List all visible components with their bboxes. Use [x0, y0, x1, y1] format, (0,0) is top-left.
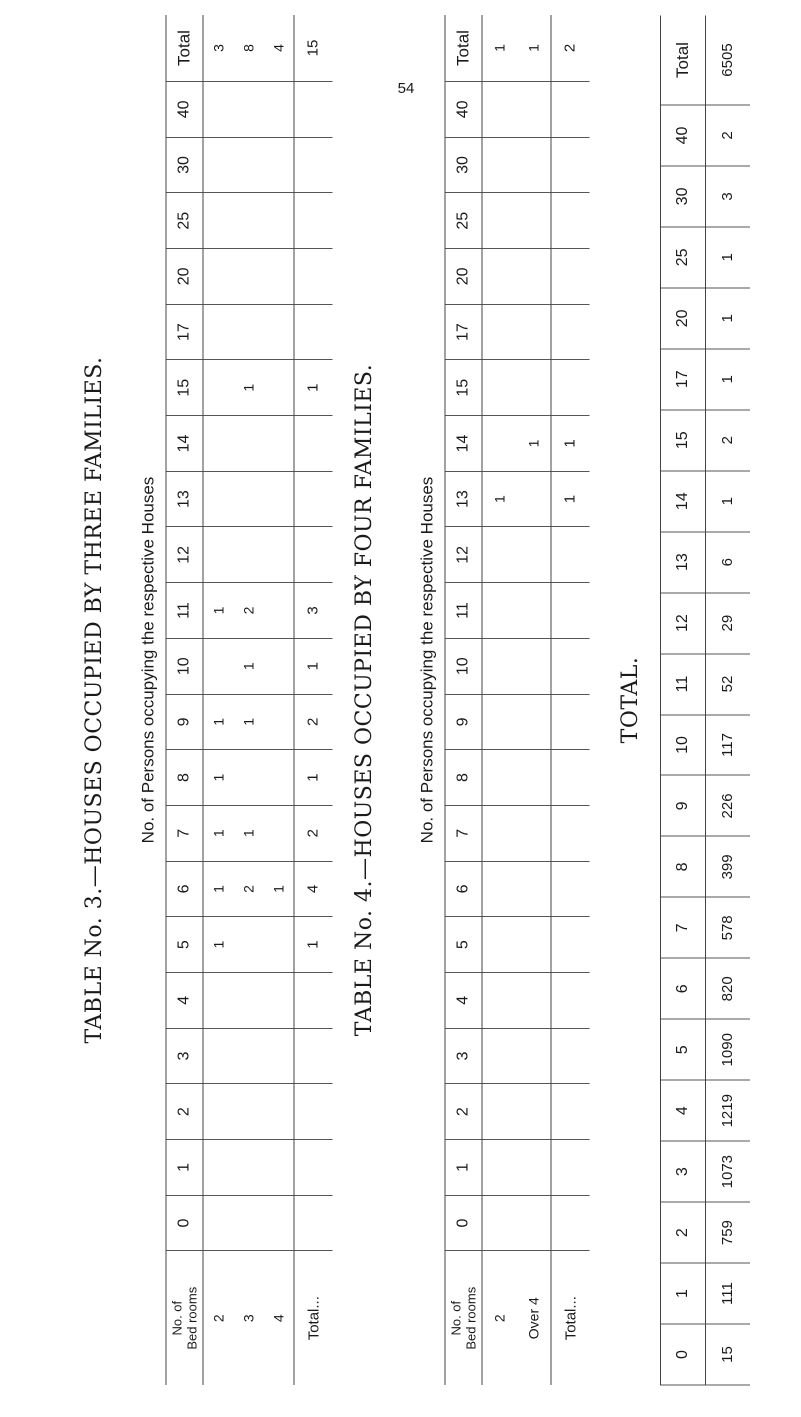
- column-header: 15: [446, 360, 482, 416]
- grand-total: 15: [295, 15, 333, 82]
- row-total: 3: [204, 15, 234, 82]
- table-row: [517, 15, 551, 1385]
- totals-column-header: 15: [661, 410, 705, 471]
- table-cell: [234, 750, 264, 806]
- table-cell: [264, 1140, 294, 1196]
- totals-column-header: 14: [661, 471, 705, 532]
- totals-value: 2: [706, 410, 750, 471]
- table-cell: [483, 695, 517, 751]
- total-cell: [552, 1196, 590, 1252]
- totals-column-header: 40: [661, 105, 705, 166]
- table-cell: [264, 750, 294, 806]
- table-cell: 1: [204, 695, 234, 751]
- column-header: 4: [446, 973, 482, 1029]
- totals-column-header: 1: [661, 1264, 705, 1325]
- table-cell: 1: [204, 806, 234, 862]
- column-header: 5: [446, 917, 482, 973]
- table-cell: [483, 1196, 517, 1252]
- bedrooms-value: Over 4: [525, 1297, 542, 1340]
- persons-group-header: No. of Persons occupying the respective Houses: [417, 476, 437, 844]
- table-cell: [264, 305, 294, 361]
- table-cell: [204, 416, 234, 472]
- table4: [411, 15, 590, 1385]
- table-cell: [517, 806, 551, 862]
- total-cell: [295, 1196, 333, 1252]
- bedrooms-value: 4: [270, 1314, 287, 1323]
- total-row: [294, 15, 333, 1385]
- table-cell: 1: [234, 695, 264, 751]
- column-header: 7: [167, 806, 203, 862]
- total-row-label: Total...: [305, 1296, 322, 1341]
- table-cell: 2: [234, 862, 264, 918]
- total-cell: [552, 917, 590, 973]
- table-cell: [517, 472, 551, 528]
- total-row: [551, 15, 590, 1385]
- total-cell: [552, 82, 590, 138]
- table-cell: [517, 639, 551, 695]
- column-header: 5: [167, 917, 203, 973]
- table-cell: [517, 1029, 551, 1085]
- totals-value: 2: [706, 105, 750, 166]
- column-header: 0: [446, 1196, 482, 1252]
- total-cell: [552, 1029, 590, 1085]
- table-cell: [264, 472, 294, 528]
- table-cell: 1: [234, 639, 264, 695]
- table-cell: [234, 138, 264, 194]
- table-cell: [517, 360, 551, 416]
- total-cell: [295, 82, 333, 138]
- table-cell: [264, 138, 294, 194]
- totals-value: 578: [706, 898, 750, 959]
- column-header: 11: [167, 583, 203, 639]
- total-cell: [295, 249, 333, 305]
- column-header-row: [446, 15, 483, 1385]
- totals-column-header: 5: [661, 1020, 705, 1081]
- table-row: [483, 15, 517, 1385]
- table-cell: [234, 416, 264, 472]
- table-cell: [234, 305, 264, 361]
- table-cell: [483, 1140, 517, 1196]
- table-cell: [517, 305, 551, 361]
- table-cell: [264, 360, 294, 416]
- totals-values-row: [706, 16, 750, 1386]
- total-row-label: Total...: [562, 1296, 579, 1341]
- column-header: 9: [167, 695, 203, 751]
- column-header: 4: [167, 973, 203, 1029]
- column-header: 15: [167, 360, 203, 416]
- column-header: 7: [446, 806, 482, 862]
- totals-column-header: 13: [661, 532, 705, 593]
- table-cell: [483, 360, 517, 416]
- table-cell: [483, 527, 517, 583]
- table-body: [204, 15, 294, 1385]
- totals-column-header: 17: [661, 349, 705, 410]
- totals-column-header: 10: [661, 715, 705, 776]
- table-cell: [234, 249, 264, 305]
- table-cell: [517, 82, 551, 138]
- table-cell: [264, 806, 294, 862]
- totals-value: 15: [706, 1325, 750, 1386]
- totals-table: [660, 15, 750, 1386]
- table4-title: TABLE No. 4.—HOUSES OCCUPIED BY FOUR FAMILIES.: [352, 363, 377, 1037]
- table-cell: [264, 82, 294, 138]
- totals-value: 1090: [706, 1020, 750, 1081]
- table-cell: [483, 138, 517, 194]
- column-header: 11: [446, 583, 482, 639]
- column-header: 2: [446, 1084, 482, 1140]
- table-cell: 1: [204, 750, 234, 806]
- total-cell: [552, 583, 590, 639]
- total-cell: [552, 750, 590, 806]
- totals-value: 820: [706, 959, 750, 1020]
- column-header: 40: [167, 82, 203, 138]
- table-cell: 1: [264, 862, 294, 918]
- total-cell: [552, 249, 590, 305]
- table-cell: [204, 472, 234, 528]
- table-cell: [517, 973, 551, 1029]
- table-cell: [483, 639, 517, 695]
- table-cell: [483, 750, 517, 806]
- column-header: 30: [446, 138, 482, 194]
- column-header-row: [167, 15, 204, 1385]
- column-header: 3: [167, 1029, 203, 1085]
- table-cell: [234, 1196, 264, 1252]
- column-header: 1: [446, 1140, 482, 1196]
- table-cell: [517, 527, 551, 583]
- totals-value: 226: [706, 776, 750, 837]
- row-total: 1: [483, 15, 517, 82]
- table-cell: [234, 472, 264, 528]
- row-total: 8: [234, 15, 264, 82]
- table-cell: [483, 193, 517, 249]
- total-header: Total: [167, 15, 203, 82]
- table-cell: [264, 527, 294, 583]
- row-total: 4: [264, 15, 294, 82]
- column-header: 17: [167, 305, 203, 361]
- totals-value: 1219: [706, 1081, 750, 1142]
- table-cell: [234, 1140, 264, 1196]
- table-cell: 1: [483, 472, 517, 528]
- table-cell: [517, 917, 551, 973]
- total-cell: [552, 862, 590, 918]
- column-header: 3: [446, 1029, 482, 1085]
- table-cell: [483, 973, 517, 1029]
- totals-column-header: 3: [661, 1142, 705, 1203]
- table-cell: [264, 1029, 294, 1085]
- column-header: 20: [446, 249, 482, 305]
- total-cell: 1: [295, 639, 333, 695]
- total-cell: 1: [552, 416, 590, 472]
- column-header: 25: [167, 193, 203, 249]
- totals-column-header: 25: [661, 227, 705, 288]
- totals-column-header: 12: [661, 593, 705, 654]
- total-cell: 1: [295, 360, 333, 416]
- bedrooms-value: 2: [491, 1314, 508, 1323]
- totals-value: 1: [706, 349, 750, 410]
- total-cell: [295, 1140, 333, 1196]
- table-cell: [264, 249, 294, 305]
- table-row: [204, 15, 234, 1385]
- totals-value: 399: [706, 837, 750, 898]
- table-row: [264, 15, 294, 1385]
- totals-value: 1: [706, 288, 750, 349]
- total-cell: [552, 1140, 590, 1196]
- persons-group-header: No. of Persons occupying the respective Houses: [138, 476, 158, 844]
- column-header: 40: [446, 82, 482, 138]
- table-cell: [517, 750, 551, 806]
- table-cell: [517, 193, 551, 249]
- column-header: 14: [446, 416, 482, 472]
- table-cell: [517, 138, 551, 194]
- totals-column-header: 0: [661, 1325, 705, 1386]
- table-cell: [264, 416, 294, 472]
- total-cell: [552, 138, 590, 194]
- table-cell: [483, 416, 517, 472]
- table-cell: 1: [204, 917, 234, 973]
- table-cell: [264, 1084, 294, 1140]
- total-cell: [552, 806, 590, 862]
- table-cell: [483, 1029, 517, 1085]
- table-cell: [483, 806, 517, 862]
- table-cell: [517, 1084, 551, 1140]
- table-cell: [204, 639, 234, 695]
- table-cell: [234, 1029, 264, 1085]
- table-cell: [204, 527, 234, 583]
- total-header: Total: [446, 15, 482, 82]
- table-cell: 2: [234, 583, 264, 639]
- total-cell: [552, 973, 590, 1029]
- total-cell: [295, 138, 333, 194]
- total-cell: [552, 527, 590, 583]
- totals-value: 1: [706, 227, 750, 288]
- totals-column-header: 11: [661, 654, 705, 715]
- table-cell: [204, 193, 234, 249]
- total-cell: [295, 193, 333, 249]
- column-header: 6: [446, 862, 482, 918]
- table-cell: [264, 583, 294, 639]
- bedrooms-label: No. of Bed rooms: [169, 1286, 200, 1350]
- column-header: 10: [446, 639, 482, 695]
- column-header: 12: [167, 527, 203, 583]
- total-cell: [552, 193, 590, 249]
- table-cell: [264, 1196, 294, 1252]
- column-header: 12: [446, 527, 482, 583]
- totals-value: 3: [706, 166, 750, 227]
- total-cell: [552, 695, 590, 751]
- table-cell: [204, 138, 234, 194]
- totals-value: 52: [706, 654, 750, 715]
- grand-total: 2: [552, 15, 590, 82]
- table-cell: 1: [204, 583, 234, 639]
- totals-column-header: 20: [661, 288, 705, 349]
- table-cell: [234, 193, 264, 249]
- total-cell: [552, 1084, 590, 1140]
- column-header: 13: [446, 472, 482, 528]
- column-header: 8: [446, 750, 482, 806]
- total-cell: [295, 472, 333, 528]
- table-cell: [483, 917, 517, 973]
- table-cell: [204, 1084, 234, 1140]
- total-cell: [295, 416, 333, 472]
- totals-column-header: 30: [661, 166, 705, 227]
- column-header: 0: [167, 1196, 203, 1252]
- table-cell: 1: [517, 416, 551, 472]
- total-cell: 2: [295, 695, 333, 751]
- table-super-header: [132, 15, 167, 1385]
- totals-column-header: 7: [661, 898, 705, 959]
- table-cell: [264, 917, 294, 973]
- totals-value: 117: [706, 715, 750, 776]
- table-cell: [204, 1140, 234, 1196]
- table3: [132, 15, 333, 1385]
- totals-value: 29: [706, 593, 750, 654]
- total-cell: 1: [295, 750, 333, 806]
- column-header: 2: [167, 1084, 203, 1140]
- table-cell: [483, 82, 517, 138]
- table-cell: [483, 1084, 517, 1140]
- column-header: 14: [167, 416, 203, 472]
- table-cell: [264, 193, 294, 249]
- table-cell: [483, 862, 517, 918]
- column-header: 1: [167, 1140, 203, 1196]
- total-cell: 1: [552, 472, 590, 528]
- total-cell: [295, 527, 333, 583]
- table-cell: [483, 305, 517, 361]
- table-cell: [264, 639, 294, 695]
- column-header: 20: [167, 249, 203, 305]
- table-cell: [483, 249, 517, 305]
- table-cell: [517, 1140, 551, 1196]
- totals-total-header: Total: [661, 16, 705, 106]
- totals-column-header: 2: [661, 1203, 705, 1264]
- column-header: 8: [167, 750, 203, 806]
- totals-column-header: 6: [661, 959, 705, 1020]
- total-cell: [552, 360, 590, 416]
- totals-value: 1: [706, 471, 750, 532]
- totals-column-header: 4: [661, 1081, 705, 1142]
- column-header: 6: [167, 862, 203, 918]
- totals-title: TOTAL.: [618, 656, 643, 744]
- table-cell: [204, 1196, 234, 1252]
- total-cell: [295, 1029, 333, 1085]
- table-row: [234, 15, 264, 1385]
- table-cell: [517, 862, 551, 918]
- table-cell: [204, 82, 234, 138]
- total-cell: [295, 973, 333, 1029]
- table-cell: [234, 527, 264, 583]
- table-cell: 1: [234, 806, 264, 862]
- column-header: 30: [167, 138, 203, 194]
- totals-grand-total: 6505: [706, 16, 750, 106]
- row-total: 1: [517, 15, 551, 82]
- column-header: 25: [446, 193, 482, 249]
- bedrooms-label: No. of Bed rooms: [448, 1286, 479, 1350]
- table-cell: [234, 1084, 264, 1140]
- table-cell: [234, 917, 264, 973]
- totals-value: 6: [706, 532, 750, 593]
- column-header: 17: [446, 305, 482, 361]
- column-header: 10: [167, 639, 203, 695]
- total-cell: [295, 1084, 333, 1140]
- totals-header-row: [660, 16, 706, 1386]
- totals-column-header: 8: [661, 837, 705, 898]
- table-cell: [234, 82, 264, 138]
- total-cell: 1: [295, 917, 333, 973]
- table-cell: [264, 695, 294, 751]
- table-cell: [204, 360, 234, 416]
- bedrooms-value: 3: [240, 1314, 257, 1323]
- totals-value: 111: [706, 1264, 750, 1325]
- total-cell: 2: [295, 806, 333, 862]
- table-cell: [204, 305, 234, 361]
- table-cell: 1: [204, 862, 234, 918]
- table-body: [483, 15, 551, 1385]
- table-super-header: [411, 15, 446, 1385]
- table-cell: [517, 583, 551, 639]
- table3-title: TABLE No. 3.—HOUSES OCCUPIED BY THREE FAMILIES.: [82, 356, 107, 1044]
- table-cell: 1: [234, 360, 264, 416]
- total-cell: 3: [295, 583, 333, 639]
- totals-value: 1073: [706, 1142, 750, 1203]
- table-cell: [517, 249, 551, 305]
- total-cell: [552, 639, 590, 695]
- total-cell: [295, 305, 333, 361]
- total-cell: 4: [295, 862, 333, 918]
- table-cell: [517, 695, 551, 751]
- totals-value: 759: [706, 1203, 750, 1264]
- totals-column-header: 9: [661, 776, 705, 837]
- column-header: 9: [446, 695, 482, 751]
- table-cell: [234, 973, 264, 1029]
- table-cell: [483, 583, 517, 639]
- table-cell: [204, 249, 234, 305]
- column-header: 13: [167, 472, 203, 528]
- table-cell: [517, 1196, 551, 1252]
- bedrooms-value: 2: [210, 1314, 227, 1323]
- table-cell: [204, 1029, 234, 1085]
- table-cell: [264, 973, 294, 1029]
- page-number: 54: [397, 80, 415, 97]
- total-cell: [552, 305, 590, 361]
- table-cell: [204, 973, 234, 1029]
